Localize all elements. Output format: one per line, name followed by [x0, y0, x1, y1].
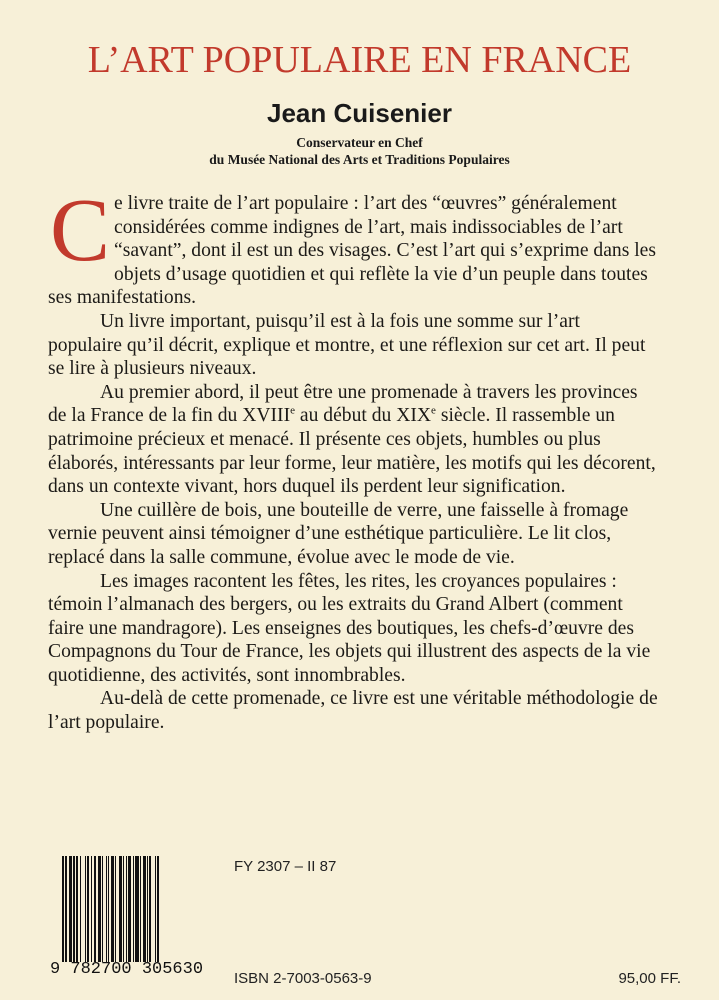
blurb-text — [48, 181, 658, 735]
book-title: L’ART POPULAIRE EN FRANCE — [87, 39, 632, 81]
paragraph-3 — [48, 381, 658, 499]
paragraph-6: Au-delà de cette promenade, ce livre est une véritable méthodologie de l’art populaire. — [48, 688, 658, 734]
barcode-bar — [159, 856, 160, 962]
barcode-block — [50, 852, 220, 982]
paragraph-5: Les images racontent les fêtes, les rites, les croyances populaires : témoin l’almanach des bergers, ou les extraits du Grand Albert (comment faire une mandragore). Les enseignes des boutiques, les chefs-d’œuvre des Compagnons du Tour de France, les objets qui illustrent des aspects de la vie quotidienne, des activités, sont innombrables. — [48, 570, 651, 686]
paragraph-3-part-a: Au premier abord, il peut être une promenade à travers les provinces de la France de la fin du XVIII — [48, 381, 638, 427]
paragraph-1-text: e livre traite de l’art populaire : l’art des “œuvres” généralement considérées comme indignes de l’art, mais indissociables de l’art “savant”, dont il est un des visages. C’est l’art qui s’exprime dans les objets d’usage quotidien et qui reflète la vie d’un peuple dans toutes ses manifestations. — [48, 193, 656, 309]
superscript-e-2: e — [431, 404, 436, 417]
isbn-number: ISBN 2-7003-0563-9 — [234, 970, 372, 987]
paragraph-4: Une cuillère de bois, une bouteille de verre, une faisselle à fromage vernie peuvent ainsi témoigner d’une esthétique particulière. Le lit clos, replacé dans la salle commune, évolue avec le mode de vie. — [48, 499, 629, 568]
author-role — [0, 134, 719, 168]
paragraph-3-part-c: siècle. Il rassemble un patrimoine précieux et menacé. Il présente ces objets, humbles ou plus élaborés, intéressants par leur forme, leur matière, les motifs qui les décorent, dans un contexte vivant, hors duquel ils perdent leur signification. — [48, 405, 656, 498]
paragraph-1 — [48, 181, 658, 310]
author-role-line1: Conservateur en Chef — [296, 135, 423, 150]
superscript-e-1: e — [290, 404, 295, 417]
paragraph-3-part-b: au début du XIX — [295, 405, 432, 427]
author-role-line2: du Musée National des Arts et Traditions Populaires — [209, 152, 510, 167]
barcode-digits: 9 782700 305630 — [50, 960, 204, 979]
author-name: Jean Cuisenier — [267, 98, 452, 128]
paragraph-2: Un livre important, puisqu’il est à la fois une somme sur l’art populaire qu’il décrit, explique et montre, et une réflexion sur cet art. Il peut se lire à plusieurs niveaux. — [48, 310, 646, 380]
reference-code: FY 2307 – II 87 — [234, 858, 337, 875]
drop-cap: C — [50, 181, 111, 280]
barcode-icon — [62, 856, 212, 962]
price-label: 95,00 FF. — [618, 970, 681, 987]
